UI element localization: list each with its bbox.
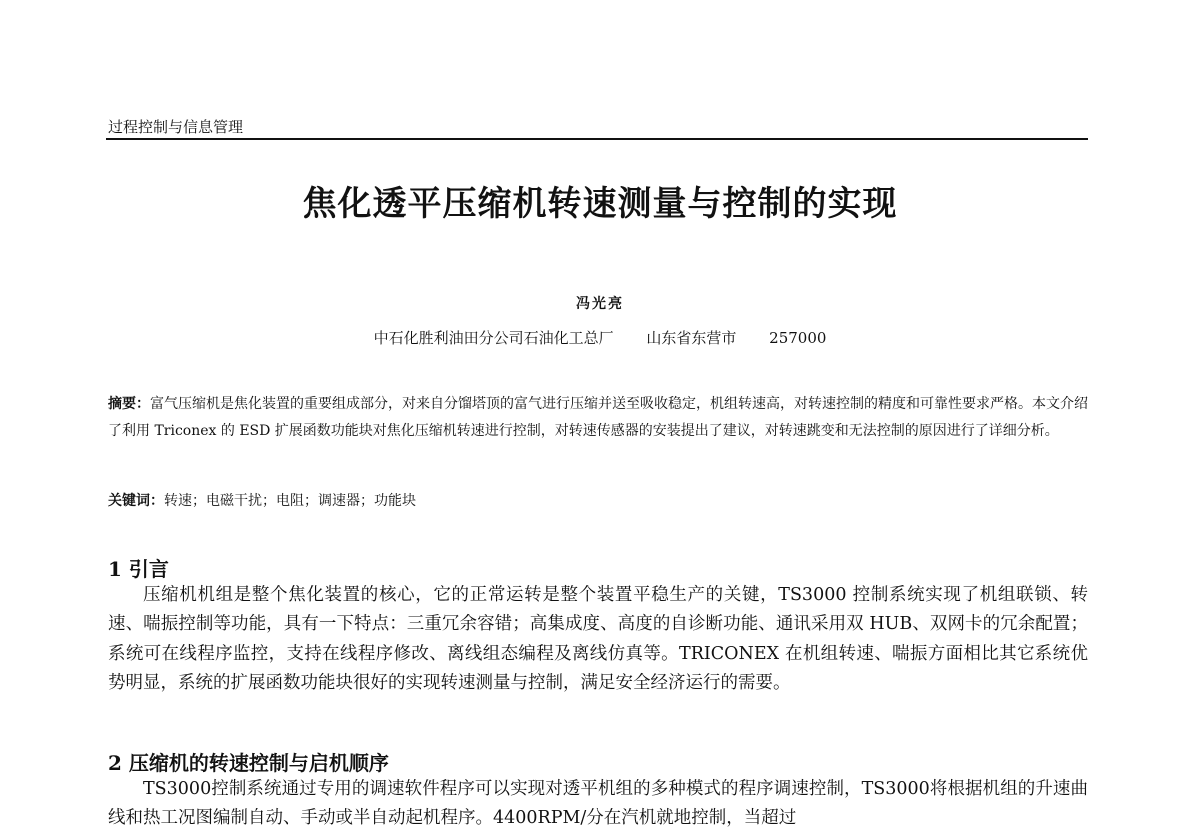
affiliation — [0, 327, 1200, 348]
section-body-1: 压缩机机组是整个焦化装置的核心，它的正常运转是整个装置平稳生产的关键，TS3000 控制系统实现了机组联锁、转速、喘振控制等功能，具有一下特点：三重冗余容错；高集成度、高度的自诊断功能、通讯采用双 HUB、双网卡的冗余配置；系统可在线程序监控，支持在线程序修改、离线组态编程及离线仿真等。TRICONEX 在机组转速、喘振方面相比其它系统优势明显，系统的扩展函数功能块很好的实现转速测量与控制，满足安全经济运行的需要。 — [108, 585, 1088, 693]
section-heading-1: 1 引言 — [108, 557, 169, 581]
abstract-text: 富气压缩机是焦化装置的重要组成部分，对来自分馏塔顶的富气进行压缩并送至吸收稳定，机组转速高，对转速控制的精度和可靠性要求严格。本文介绍了利用 Triconex 的 ESD 扩展函数功能块对焦化压缩机转速进行控制，对转速传感器的安装提出了建议，对转速跳变和无法控制的原因进行了详细分析。 — [108, 396, 1088, 439]
author: 冯光亮 — [576, 296, 624, 312]
section-body-2: TS3000控制系统通过专用的调速软件程序可以实现对透平机组的多种模式的程序调速控制，TS3000将根据机组的升速曲线和热工况图编制自动、手动或半自动起机程序。4400RPM/分在汽机就地控制，当超过 — [108, 779, 1088, 829]
keywords-text: 转速；电磁干扰；电阻；调速器；功能块 — [164, 493, 416, 509]
keywords — [108, 490, 416, 510]
affiliation-postcode: 257000 — [769, 329, 827, 347]
running-head: 过程控制与信息管理 — [108, 118, 244, 136]
abstract — [108, 391, 1088, 444]
section-heading-2: 2 压缩机的转速控制与启机顺序 — [108, 751, 389, 775]
keywords-label: 关键词： — [108, 493, 164, 509]
affiliation-org: 中石化胜利油田分公司石油化工总厂 — [373, 329, 614, 347]
abstract-label: 摘要： — [108, 396, 150, 412]
affiliation-location: 山东省东营市 — [646, 329, 737, 347]
header-rule — [106, 138, 1088, 140]
paper-title: 焦化透平压缩机转速测量与控制的实现 — [302, 184, 898, 224]
